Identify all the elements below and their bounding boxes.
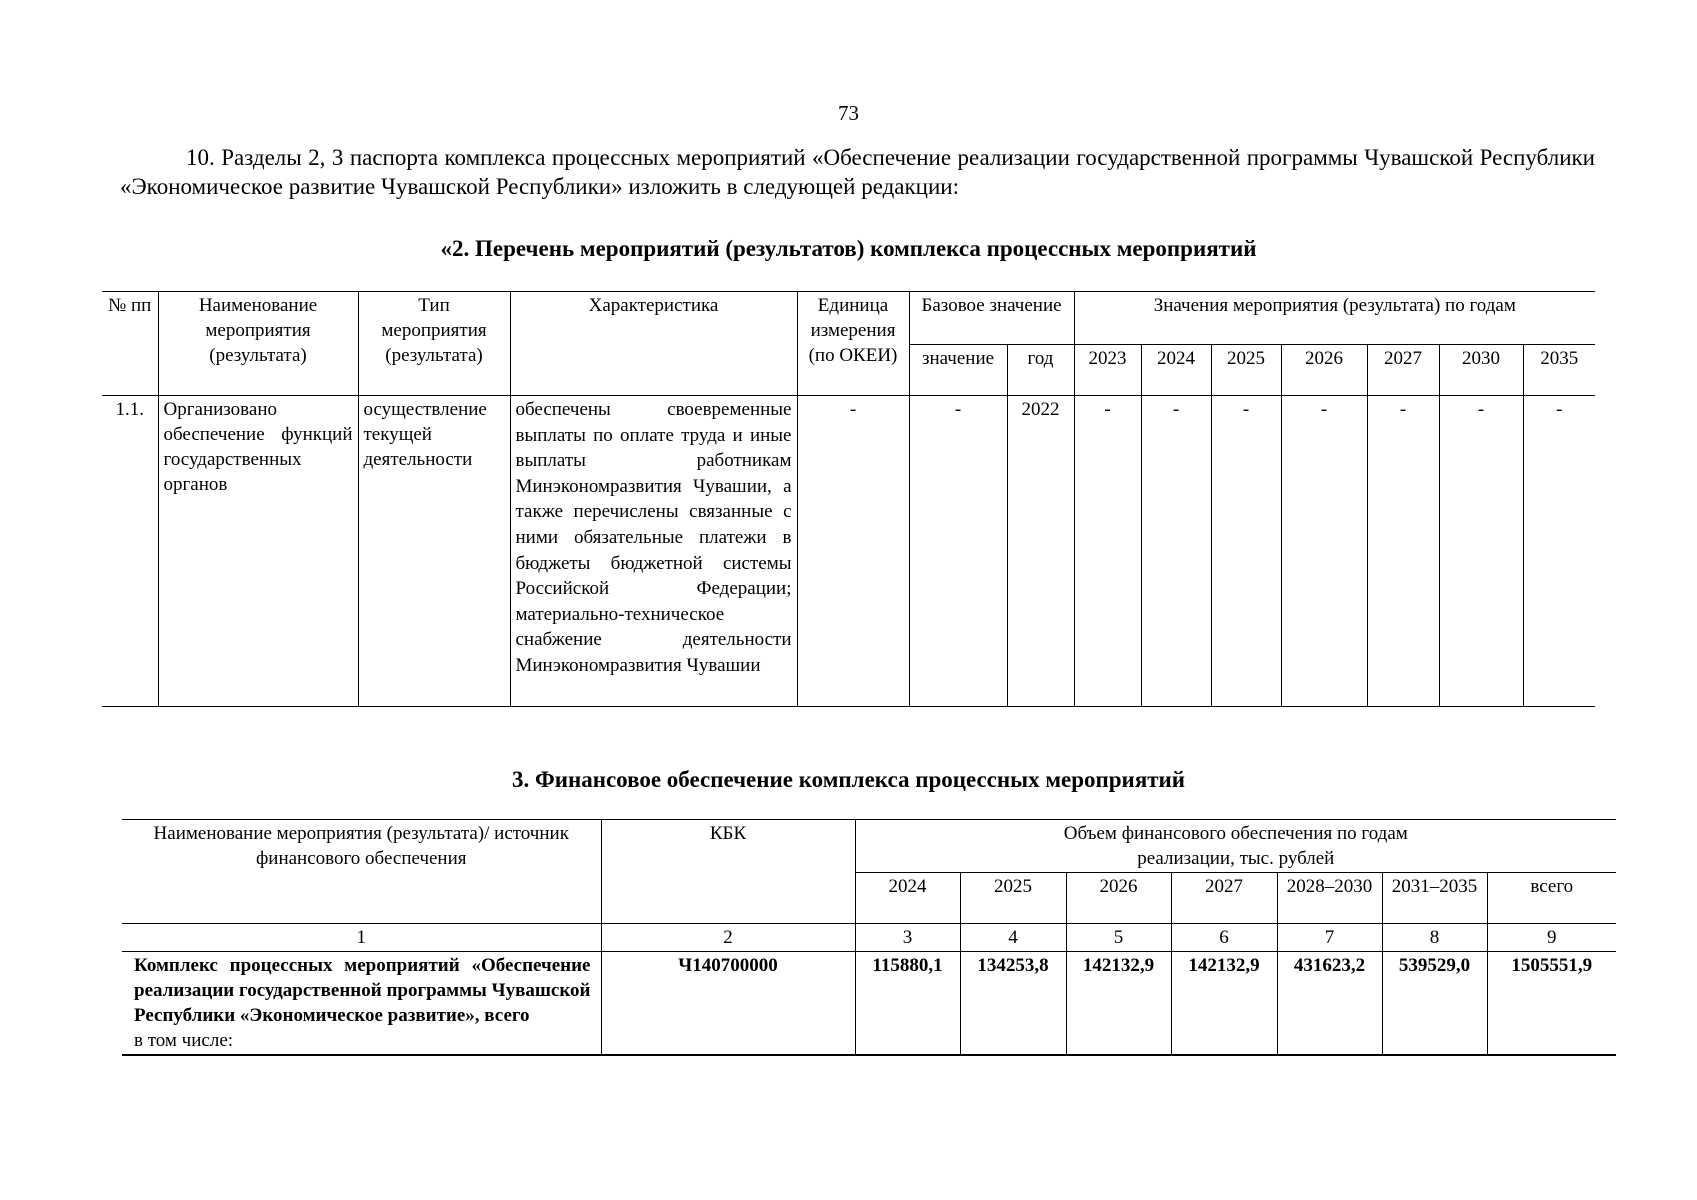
- header-name: Наименование мероприятия (результата): [158, 292, 358, 396]
- funding-table: [122, 819, 1616, 1056]
- header-year: 2031–2035: [1382, 873, 1487, 924]
- row-unit: -: [797, 396, 909, 707]
- row-name: Организовано обеспечение функций государственных органов: [158, 396, 358, 707]
- row-value: 115880,1: [855, 952, 960, 1056]
- intro-paragraph: 10. Разделы 2, 3 паспорта комплекса процессных мероприятий «Обеспечение реализации государственной программы Чувашской Республики «Экономическое развитие Чувашской Республики» изложить в следующей редакции:: [120, 145, 1595, 199]
- row-kbk: Ч140700000: [601, 952, 855, 1056]
- column-number: 4: [960, 924, 1066, 952]
- row-total: 1505551,9: [1487, 952, 1616, 1056]
- header-characteristic: Характеристика: [510, 292, 797, 396]
- header-year: 2024: [1141, 345, 1211, 396]
- table-row: [122, 952, 1616, 1056]
- row-value: -: [1281, 396, 1367, 707]
- header-num: № пп: [102, 292, 158, 396]
- header-name: Наименование мероприятия (результата)/ источник финансового обеспечения: [122, 820, 601, 924]
- header-year: 2026: [1066, 873, 1171, 924]
- row-base-year: 2022: [1007, 396, 1074, 707]
- header-volume: Объем финансового обеспечения по годам реализации, тыс. рублей: [855, 820, 1616, 873]
- header-year: 2027: [1367, 345, 1439, 396]
- column-number: 3: [855, 924, 960, 952]
- row-num: 1.1.: [102, 396, 158, 707]
- section-3-title: 3. Финансовое обеспечение комплекса процессных мероприятий: [511, 767, 1186, 792]
- row-value: 539529,0: [1382, 952, 1487, 1056]
- row-value: 142132,9: [1171, 952, 1277, 1056]
- header-year: 2028–2030: [1277, 873, 1382, 924]
- row-value: 134253,8: [960, 952, 1066, 1056]
- header-unit: Единица измерения (по ОКЕИ): [797, 292, 909, 396]
- row-value: 431623,2: [1277, 952, 1382, 1056]
- column-number: 8: [1382, 924, 1487, 952]
- header-year: 2035: [1523, 345, 1595, 396]
- row-sub-label: в том числе:: [134, 1030, 234, 1051]
- row-value: 142132,9: [1066, 952, 1171, 1056]
- row-characteristic: обеспечены своевременные выплаты по оплате труда и иные выплаты работникам Минэкономразвития Чувашии, а также перечислены связанные с ними обязательные платежи в бюджеты бюджетной системы Российской Федерации; материально-техническое снабжение деятельности Минэкономразвития Чувашии: [510, 396, 797, 707]
- page-number: 73: [838, 101, 859, 125]
- row-value: -: [1074, 396, 1141, 707]
- row-type: осуществление текущей деятельности: [358, 396, 510, 707]
- column-number: 2: [601, 924, 855, 952]
- header-year: 2024: [855, 873, 960, 924]
- column-number: 9: [1487, 924, 1616, 952]
- row-name-cell: [122, 952, 601, 1056]
- column-number: 6: [1171, 924, 1277, 952]
- row-value: -: [1211, 396, 1281, 707]
- header-base-year: год: [1007, 345, 1074, 396]
- header-kbk: КБК: [601, 820, 855, 924]
- row-value: -: [1141, 396, 1211, 707]
- section-2-title: «2. Перечень мероприятий (результатов) комплекса процессных мероприятий: [440, 236, 1257, 261]
- header-total: всего: [1487, 873, 1616, 924]
- header-base: Базовое значение: [909, 292, 1074, 345]
- column-number: 1: [122, 924, 601, 952]
- header-year: 2025: [1211, 345, 1281, 396]
- header-year: 2030: [1439, 345, 1523, 396]
- row-value: -: [1367, 396, 1439, 707]
- table-row: [102, 396, 1595, 707]
- header-year: 2027: [1171, 873, 1277, 924]
- row-name: Комплекс процессных мероприятий «Обеспечение реализации государственной программы Чувашской Республики «Экономическое развитие», всего: [134, 955, 591, 1026]
- header-base-value: значение: [909, 345, 1007, 396]
- header-type: Тип мероприятия (результата): [358, 292, 510, 396]
- column-number: 7: [1277, 924, 1382, 952]
- header-values-by-year: Значения мероприятия (результата) по годам: [1074, 292, 1595, 345]
- row-value: -: [1439, 396, 1523, 707]
- header-year: 2026: [1281, 345, 1367, 396]
- column-number: 5: [1066, 924, 1171, 952]
- row-value: -: [1523, 396, 1595, 707]
- row-base-value: -: [909, 396, 1007, 707]
- activities-table: [102, 291, 1595, 707]
- header-year: 2023: [1074, 345, 1141, 396]
- header-year: 2025: [960, 873, 1066, 924]
